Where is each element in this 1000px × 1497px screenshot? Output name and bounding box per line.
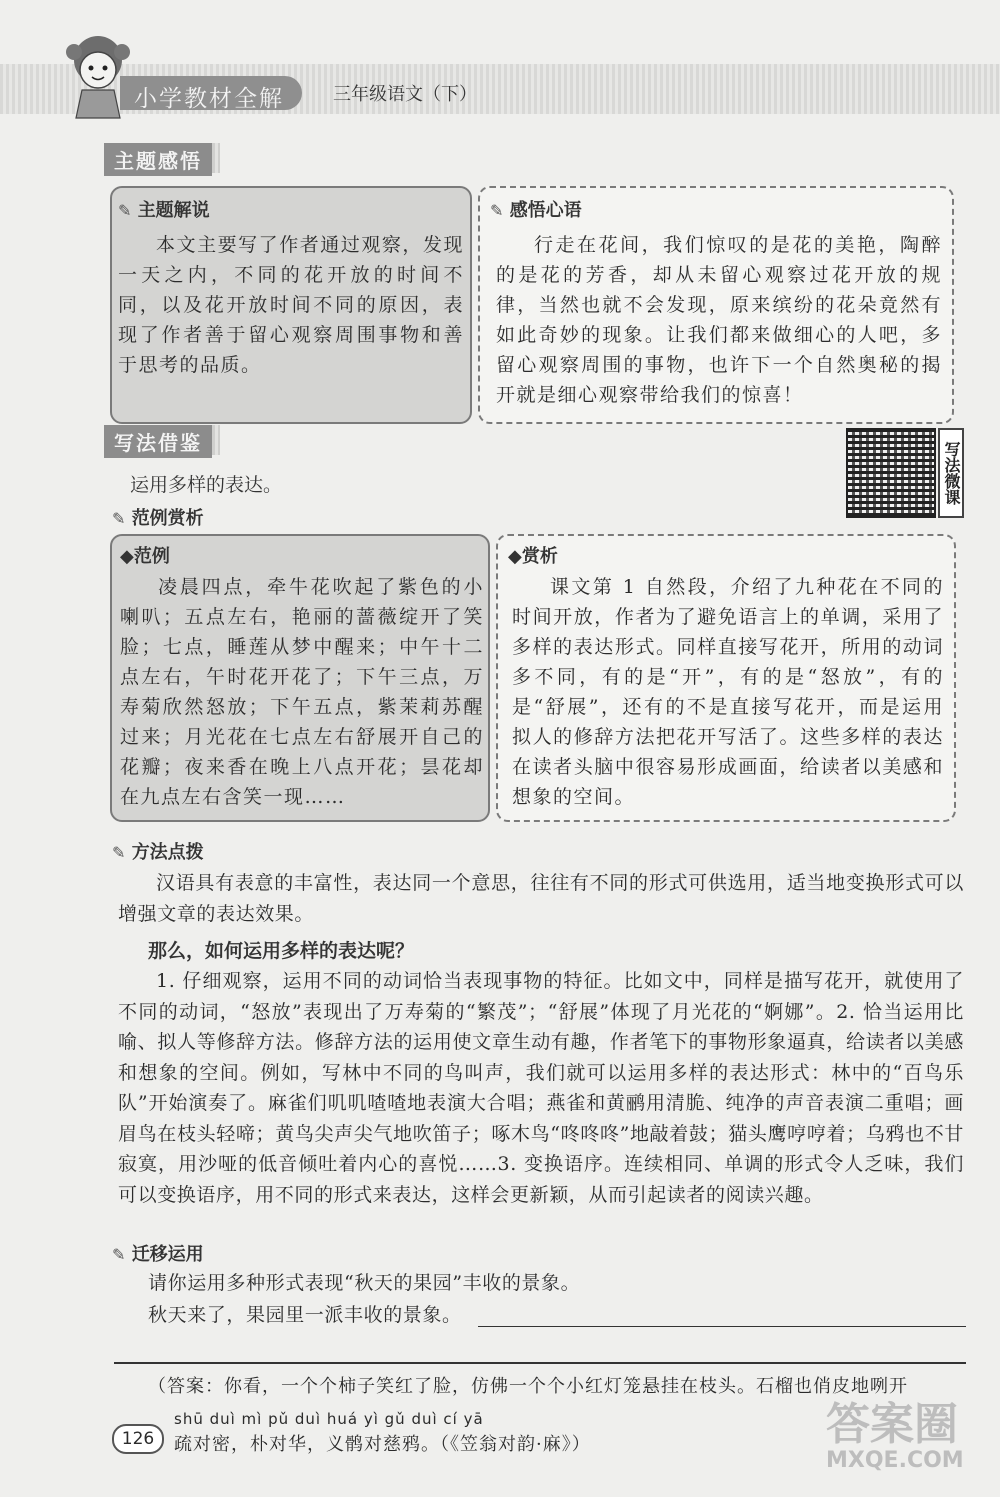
transfer-start: 秋天来了，果园里一派丰收的景象。	[148, 1304, 462, 1326]
transfer-task: 请你运用多种形式表现“秋天的果园”丰收的景象。	[148, 1272, 581, 1294]
pencil-icon: ✎	[118, 201, 132, 220]
qr-code[interactable]	[846, 428, 936, 518]
book-title: 小学教材全解	[134, 86, 284, 112]
couplet-text: 疏对密，朴对华，义鹘对慈鸦。（《笠翁对韵·麻》）	[174, 1434, 591, 1455]
page-number: 126	[112, 1424, 164, 1454]
answer-writing-line[interactable]	[478, 1326, 966, 1327]
mascot-girl-icon	[60, 34, 136, 120]
pencil-icon: ✎	[112, 1245, 126, 1264]
subject-title: 三年级语文（下）	[333, 84, 477, 105]
example-title: ◆范例	[120, 546, 170, 567]
watermark-logo: 答案圈	[826, 1399, 958, 1450]
reflection-text: 行走在花间，我们惊叹的是花的美艳，陶醉的是花的芳香，却从未留心观察过花开放的规律，当然也就不会发现，原来缤纷的花朵竟然有如此奇妙的现象。让我们都来做细心的人吧，多留心观察周围的事物，也许下一个自然奥秘的揭开就是细心观察带给我们的惊喜！	[496, 234, 942, 406]
interpretation-text: 本文主要写了作者通过观察，发现一天之内，不同的花开放的时间不同，以及花开放时间不同的原因，表现了作者善于留心观察周围事物和善于思考的品质。	[118, 234, 464, 376]
method-question: 那么，如何运用多样的表达呢？	[148, 940, 415, 962]
reflection-title: ✎ 感悟心语	[490, 200, 582, 221]
writing-intro: 运用多样的表达。	[130, 474, 283, 496]
pencil-icon: ✎	[112, 843, 126, 862]
interpretation-title: ✎ 主题解说	[118, 200, 210, 221]
pencil-icon: ✎	[490, 201, 504, 220]
method-paragraph-1: 汉语具有表意的丰富性，表达同一个意思，往往有不同的形式可供选用，适当地变换形式可以增强文章的表达效果。	[118, 872, 964, 925]
section-theme-tag: 主题感悟	[104, 143, 212, 176]
transfer-heading: ✎ 迁移运用	[112, 1244, 204, 1265]
example-text: 凌晨四点，牵牛花吹起了紫色的小喇叭；五点左右，艳丽的蔷薇绽开了笑脸；七点，睡莲从梦中醒来；中午十二点左右，午时花开花了；下午三点，万寿菊欣然怒放；下午五点，紫茉莉苏醒过来；月光花在七点左右舒展开自己的花瓣；夜来香在晚上八点开花；昙花却在九点左右含笑一现……	[120, 576, 484, 808]
appreciation-text: 课文第 1 自然段，介绍了九种花在不同的时间开放，作者为了避免语言上的单调，采用了多样的表达形式。同样直接写花开，所用的动词多不同，有的是“开”，有的是“怒放”，有的是“舒展”，还有的不是直接写花开，而是运用拟人的修辞方法把花开写活了。这些多样的表达在读者头脑中很容易形成画面，给读者以美感和想象的空间。	[512, 576, 944, 808]
example-heading: ✎ 范例赏析	[112, 508, 204, 529]
couplet-pinyin: shū duì mì pǔ duì huá yì gǔ duì cí yā	[174, 1410, 484, 1428]
theme-reflection-box	[478, 186, 954, 424]
appreciation-title: ◆赏析	[508, 546, 558, 567]
answer-text: （答案：你看，一个个柿子笑红了脸，仿佛一个个小红灯笼悬挂在枝头。石榴也俏皮地咧开	[148, 1376, 908, 1397]
method-heading: ✎ 方法点拨	[112, 842, 204, 863]
qr-label: 写法微课	[938, 428, 964, 518]
footer-rule	[114, 1362, 966, 1364]
theme-interpretation-box	[110, 186, 472, 424]
section-writing-tag: 写法借鉴	[104, 425, 212, 458]
example-box	[110, 534, 490, 822]
method-paragraph-2: 1. 仔细观察，运用不同的动词恰当表现事物的特征。比如文中，同样是描写花开，就使用了不同的动词，“怒放”表现出了万寿菊的“繁茂”；“舒展”体现了月光花的“婀娜”。2. 恰当运用比喻、拟人等修辞方法。修辞方法的运用使文章生动有趣，作者笔下的事物形象逼真，给读者以美感和想象的空间。例如，写林中不同的鸟叫声，我们就可以运用多样的表达形式：林中的“百鸟乐队”开始演奏了。麻雀们叽叽喳喳地表演大合唱；燕雀和黄鹂用清脆、纯净的声音表演二重唱；画眉鸟在枝头轻啼；黄鸟尖声尖气地吹笛子；啄木鸟“咚咚咚”地敲着鼓；猫头鹰哼哼着；乌鸦也不甘寂寞，用沙哑的低音倾吐着内心的喜悦……3. 变换语序。连续相同、单调的形式令人乏味，我们可以变换语序，用不同的形式来表达，这样会更新颖，从而引起读者的阅读兴趣。	[118, 970, 964, 1206]
pencil-icon: ✎	[112, 509, 126, 528]
watermark-url: MXQE.COM	[826, 1448, 964, 1473]
appreciation-box	[496, 534, 956, 822]
